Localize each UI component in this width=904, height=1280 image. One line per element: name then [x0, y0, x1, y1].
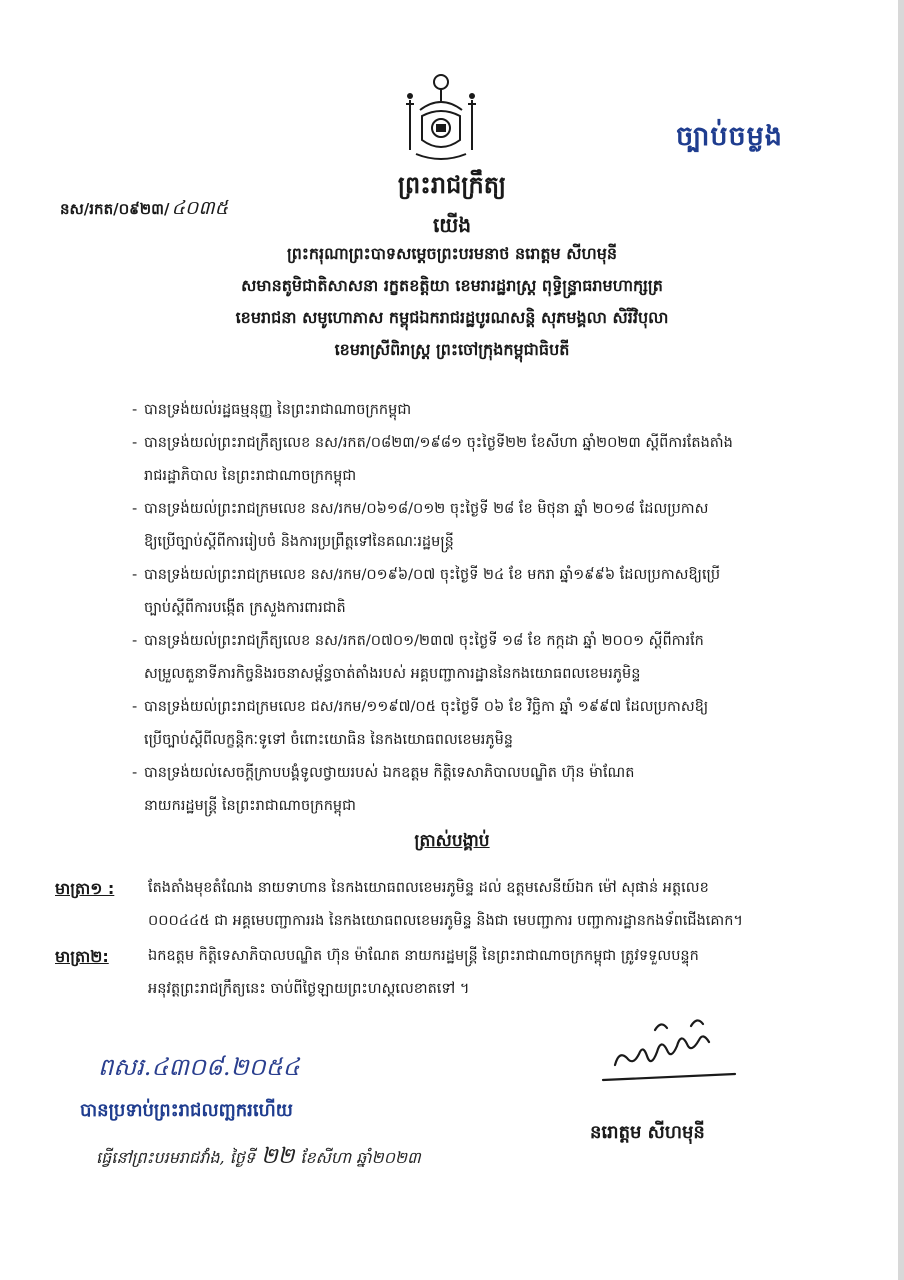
- recital-item: - បានទ្រង់យល់រដ្ឋធម្មនុញ្ញ នៃព្រះរាជាណាចក្រកម្ពុជា: [140, 394, 860, 427]
- done-at-day: ២២: [261, 1144, 295, 1169]
- recital-line: នាយករដ្ឋមន្ត្រី នៃព្រះរាជាណាចក្រកម្ពុជា: [144, 798, 356, 814]
- recital-line: បានទ្រង់យល់ព្រះរាជក្រឹត្យលេខ នស/រកត/០៨២៣/១៩៨១ ចុះថ្ងៃទី២២ ខែសីហា ឆ្នាំ២០២៣ ស្តីពីការតែងតាំង: [144, 435, 733, 451]
- royal-title-line: ខេមរាស្រីពិរាស្ត្រ ព្រះចៅក្រុងកម្ពុជាធិបតី: [334, 340, 570, 359]
- recital-line: រាជរដ្ឋាភិបាល នៃព្រះរាជាណាចក្រកម្ពុជា: [144, 468, 357, 484]
- recitals-list: [132, 394, 860, 823]
- recital-item: - បានទ្រង់យល់សេចក្តីក្រាបបង្គំទូលថ្វាយរបស់ ឯកឧត្តម កិត្តិទេសាភិបាលបណ្ឌិត ហ៊ុន ម៉ាណែត នាយករដ្ឋមន្ត្រី នៃព្រះរាជាណាចក្រកម្ពុជា: [140, 757, 860, 823]
- recital-line: បានទ្រង់យល់ព្រះរាជក្រមលេខ នស/រកម/០៦១៨/០១២ ចុះថ្ងៃទី ២៨ ខែ មិថុនា ឆ្នាំ ២០១៨ ដែលប្រកាស: [144, 501, 709, 517]
- article-line: ០០០៤៤៥ ជា អគ្គមេបញ្ជាការរង នៃកងយោធពលខេមរភូមិន្ទ និងជា មេបញ្ជាការ បញ្ជាការដ្ឋានកងទ័ពជើងគោក។: [148, 913, 743, 929]
- article-body: [148, 872, 868, 938]
- royal-title-line: សមានតូមិជាតិសាសនា រក្ខតខត្តិយា ខេមរារដ្ឋរាស្ត្រ ពុទ្ធិន្ទ្រាធរាមហាក្សត្រ: [241, 276, 663, 295]
- royal-signature: [595, 1010, 745, 1090]
- recital-line: ច្បាប់ស្តីពីការបង្កើត ក្រសួងការពារជាតិ: [144, 600, 346, 616]
- recital-line: បានទ្រង់យល់រដ្ឋធម្មនុញ្ញ នៃព្រះរាជាណាចក្រកម្ពុជា: [144, 402, 412, 418]
- recital-line: បានទ្រង់យល់ព្រះរាជក្រឹត្យលេខ នស/រកត/០៧០១/២៣៧ ចុះថ្ងៃទី ១៨ ខែ កក្កដា ឆ្នាំ ២០០១ ស្តីពីការកែ: [144, 633, 704, 649]
- recital-item: - បានទ្រង់យល់ព្រះរាជក្រមលេខ នស/រកម/០១៩៦/០៧ ចុះថ្ងៃទី ២៤ ខែ មករា ឆ្នាំ១៩៩៦ ដែលប្រកាសឱ្យប្រើ ច្បាប់ស្តីពីការបង្កើត ក្រសួងការពារជាតិ: [140, 559, 860, 625]
- done-at-suffix: ខែសីហា ឆ្នាំ២០២៣: [300, 1148, 421, 1167]
- done-at-line: [96, 1142, 421, 1174]
- recital-item: - បានទ្រង់យល់ព្រះរាជក្រមលេខ នស/រកម/០៦១៨/០១២ ចុះថ្ងៃទី ២៨ ខែ មិថុនា ឆ្នាំ ២០១៨ ដែលប្រកាស ឱ្យប្រើច្បាប់ស្តីពីការរៀបចំ និងការប្រព្រឹត្តទៅនៃគណៈរដ្ឋមន្ត្រី: [140, 493, 860, 559]
- reference-printed: នស/រកត/០៩២៣/: [60, 200, 170, 218]
- decision-heading: ត្រាស់បង្គាប់: [414, 831, 490, 851]
- article-line: អនុវត្តព្រះរាជក្រឹត្យនេះ ចាប់ពីថ្ងៃឡាយព្រះហស្តលេខាតទៅ ។: [148, 981, 470, 997]
- article-label: មាត្រា១ :: [55, 879, 115, 898]
- document-title: ព្រះរាជក្រឹត្យ: [397, 171, 507, 199]
- reference-handwritten: ៤០៣៥: [171, 197, 229, 219]
- recital-item: - បានទ្រង់យល់ព្រះរាជក្រមលេខ ជស/រកម/១១៩៧/០៥ ចុះថ្ងៃទី ០៦ ខែ វិច្ឆិកា ឆ្នាំ ១៩៩៧ ដែលប្រកាសឱ្យ ប្រើច្បាប់ស្តីពីលក្ខន្តិកៈទូទៅ ចំពោះយោធិន នៃកងយោធពលខេមរភូមិន្ទ: [140, 691, 860, 757]
- certified-seal-note: បានប្រទាប់ព្រះរាជលញ្ឆករហើយ: [80, 1100, 293, 1121]
- recital-line: ឱ្យប្រើច្បាប់ស្តីពីការរៀបចំ និងការប្រព្រឹត្តទៅនៃគណៈរដ្ឋមន្ត្រី: [144, 534, 454, 550]
- recital-line: សម្រួលតួនាទីភារកិច្ចនិងរចនាសម្ព័ន្ធចាត់តាំងរបស់ អគ្គបញ្ជាការដ្ឋាននៃកងយោធពលខេមរភូមិន្ទ: [144, 666, 641, 682]
- recital-item: - បានទ្រង់យល់ព្រះរាជក្រឹត្យលេខ នស/រកត/០៧០១/២៣៧ ចុះថ្ងៃទី ១៨ ខែ កក្កដា ឆ្នាំ ២០០១ ស្តីពីការកែ សម្រួលតួនាទីភារកិច្ចនិងរចនាសម្ព័ន្ធចាត់តាំងរបស់ អគ្គបញ្ជាការដ្ឋាននៃកងយោធពលខេមរភូមិន្ទ: [140, 625, 860, 691]
- recital-item: - បានទ្រង់យល់ព្រះរាជក្រឹត្យលេខ នស/រកត/០៨២៣/១៩៨១ ចុះថ្ងៃទី២២ ខែសីហា ឆ្នាំ២០២៣ ស្តីពីការតែងតាំង រាជរដ្ឋាភិបាល នៃព្រះរាជាណាចក្រកម្ពុជា: [140, 427, 860, 493]
- signer-name: នរោត្តម សីហមុនី: [590, 1122, 705, 1143]
- article-body: [148, 940, 868, 1006]
- article-line: តែងតាំងមុខតំណែង នាយទាហាន នៃកងយោធពលខេមរភូមិន្ទ ដល់ ឧត្តមសេនីយ៍ឯក ម៉ៅ សុផាន់ អត្តលេខ: [148, 880, 709, 896]
- recital-line: បានទ្រង់យល់ព្រះរាជក្រមលេខ ជស/រកម/១១៩៧/០៥ ចុះថ្ងៃទី ០៦ ខែ វិច្ឆិកា ឆ្នាំ ១៩៩៧ ដែលប្រកាសឱ្យ: [144, 699, 709, 715]
- royal-arms-emblem: [400, 70, 482, 162]
- article-label: មាត្រា២:: [55, 947, 109, 966]
- royal-title-line: ព្រះករុណាព្រះបាទសម្តេចព្រះបរមនាថ នរោត្តម សីហមុនី: [286, 244, 618, 263]
- royal-title-line: ខេមរាជនា សមូហោភាស កម្ពុជឯករាជរដ្ឋបូរណសន្តិ សុភមង្គលា សិរីវិបុលា: [235, 308, 669, 327]
- article-line: ឯកឧត្តម កិត្តិទេសាភិបាលបណ្ឌិត ហ៊ុន ម៉ាណែត នាយករដ្ឋមន្ត្រី នៃព្រះរាជាណាចក្រកម្ពុជា ត្រូវទទួលបន្ទុក: [148, 948, 699, 964]
- certified-copy-stamp: ច្បាប់ចម្លង: [676, 121, 783, 152]
- we-heading: យើង: [432, 213, 472, 237]
- recital-line: ប្រើច្បាប់ស្តីពីលក្ខន្តិកៈទូទៅ ចំពោះយោធិន នៃកងយោធពលខេមរភូមិន្ទ: [144, 732, 513, 748]
- recital-line: បានទ្រង់យល់ព្រះរាជក្រមលេខ នស/រកម/០១៩៦/០៧ ចុះថ្ងៃទី ២៤ ខែ មករា ឆ្នាំ១៩៩៦ ដែលប្រកាសឱ្យប្រើ: [144, 567, 721, 583]
- done-at-prefix: ធ្វើនៅព្រះបរមរាជវាំង, ថ្ងៃទី: [96, 1148, 256, 1167]
- handwritten-registration: ពសរ.៤៣០៨.២០៥៤: [98, 1053, 300, 1081]
- recital-line: បានទ្រង់យល់សេចក្តីក្រាបបង្គំទូលថ្វាយរបស់ ឯកឧត្តម កិត្តិទេសាភិបាលបណ្ឌិត ហ៊ុន ម៉ាណែត: [144, 765, 635, 781]
